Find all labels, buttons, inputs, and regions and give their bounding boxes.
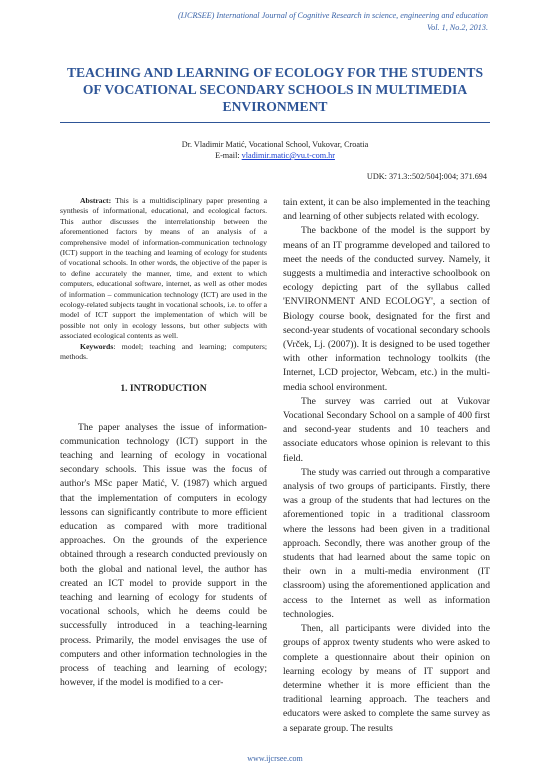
paragraph-study: The study was carried out through a comparative analysis of two groups of participants. Firstly, there was a group of the students that had lectures on the aforementioned topic in a traditional classroom where the lessons had been given in a traditional approach. Secondly, there was another group of the students that had learned about the same topic on their own in a multi-media environment (IT classroom) using the aforementioned application and access to the Internet as well as information technologies. bbox=[283, 466, 490, 620]
email-line bbox=[60, 150, 490, 161]
running-header bbox=[178, 10, 488, 34]
right-column bbox=[283, 196, 490, 736]
abstract-label: Abstract: bbox=[80, 196, 112, 205]
paragraph-continued: tain extent, it can be also implemented in the teaching and learning of other subjects related with ecology. bbox=[283, 197, 490, 223]
title-divider bbox=[60, 122, 490, 123]
author-line: Dr. Vladimir Matić, Vocational School, Vukovar, Croatia bbox=[181, 140, 369, 149]
email-link[interactable]: vladimir.matic@vu.t-com.hr bbox=[241, 151, 335, 160]
paragraph-results: Then, all participants were divided into the groups of approx twenty students who were asked to complete a questionnaire about their opinion on learning ecology by means of IT support and determine whether it is more efficient than the traditional learning approach. The teachers and educators were asked to complete the same survey as a separate group. The results bbox=[283, 623, 490, 734]
keywords-label: Keywords bbox=[80, 341, 114, 351]
keywords bbox=[60, 342, 267, 363]
keywords-text: : model; teaching and learning; computers; methods. bbox=[60, 341, 267, 362]
email-label: E-mail: bbox=[215, 151, 242, 160]
section-heading: 1. INTRODUCTION bbox=[120, 382, 207, 394]
paragraph-survey: The survey was carried out at Vukovar Vocational Secondary School on a sample of 400 first and second-year students and 10 teachers and associate educators whose opinion is relevant to this field. bbox=[283, 395, 490, 464]
footer-url: www.ijcrsee.com bbox=[247, 754, 303, 763]
udk-code: UDK: 371.3::502/504]:004; 371.694 bbox=[366, 172, 487, 181]
paragraph-model: The backbone of the model is the support by means of an IT programme developed and tailored to meet the needs of the conducted survey. Namely, it suggests a multimedia and interactive schoolbook on ecology depicting part of the syllabus called 'ENVIRONMENT AND ECOLOGY', a section of Biology course book, designated for the first and second-year students of vocational secondary schools (Vrček, Lj. (2007)). It is designed to be used together with other information technology toolkits (the Internet, LCD projector, Webcam, etc.) in the multi-media school environment. bbox=[283, 225, 490, 393]
abstract bbox=[60, 196, 267, 342]
paper-title: TEACHING AND LEARNING OF ECOLOGY FOR THE STUDENTS OF VOCATIONAL SECONDARY SCHOOLS IN MULTIMEDIA ENVIRONMENT bbox=[66, 65, 484, 114]
journal-name: (IJCRSEE) International Journal of Cognitive Research in science, engineering and education bbox=[177, 11, 488, 20]
left-column bbox=[60, 196, 267, 690]
intro-paragraph: The paper analyses the issue of information-communication technology (ICT) support in the teaching and learning of ecology in vocational secondary schools. This issue was the focus of author's MSc paper Matić, V. (1987) which argued that the implementation of computers in ecology lessons can significantly contribute to more efficient education as compared with more traditional approaches. On the grounds of the experience obtained through a research conducted previously on both the global and national level, the author has created an ICT model to provide support in the teaching and learning of ecology for students of vocational schools, which he deems could be successfully introduced in a teaching-learning process. Primarily, the model envisages the use of computers and other information technologies in the process of teaching and learning of ecology; however, if the model is modified to a cer- bbox=[60, 421, 267, 689]
abstract-text: This is a multidisciplinary paper presenting a synthesis of informational, educational, and ecological factors. This author discusses the interrelationship between the aforementioned factors by means of an analysis of a comprehensive model of information-communication technology (ICT) support in the teaching and learning of ecology for students of vocational schools. In other words, the objective of the paper is to define accurately the manner, time, and extent to which computers, educational software, internet, as well as other modes of information – communication technology (ICT) are used in the ecology-related subjects taught in vocational schools, i.e. to offer a model of ICT support the implementation of which will be possible not only in ecology lessons, but other subjects with associated ecological contents as well. bbox=[60, 196, 267, 341]
volume-info: Vol. 1, No.2, 2013. bbox=[427, 23, 488, 32]
